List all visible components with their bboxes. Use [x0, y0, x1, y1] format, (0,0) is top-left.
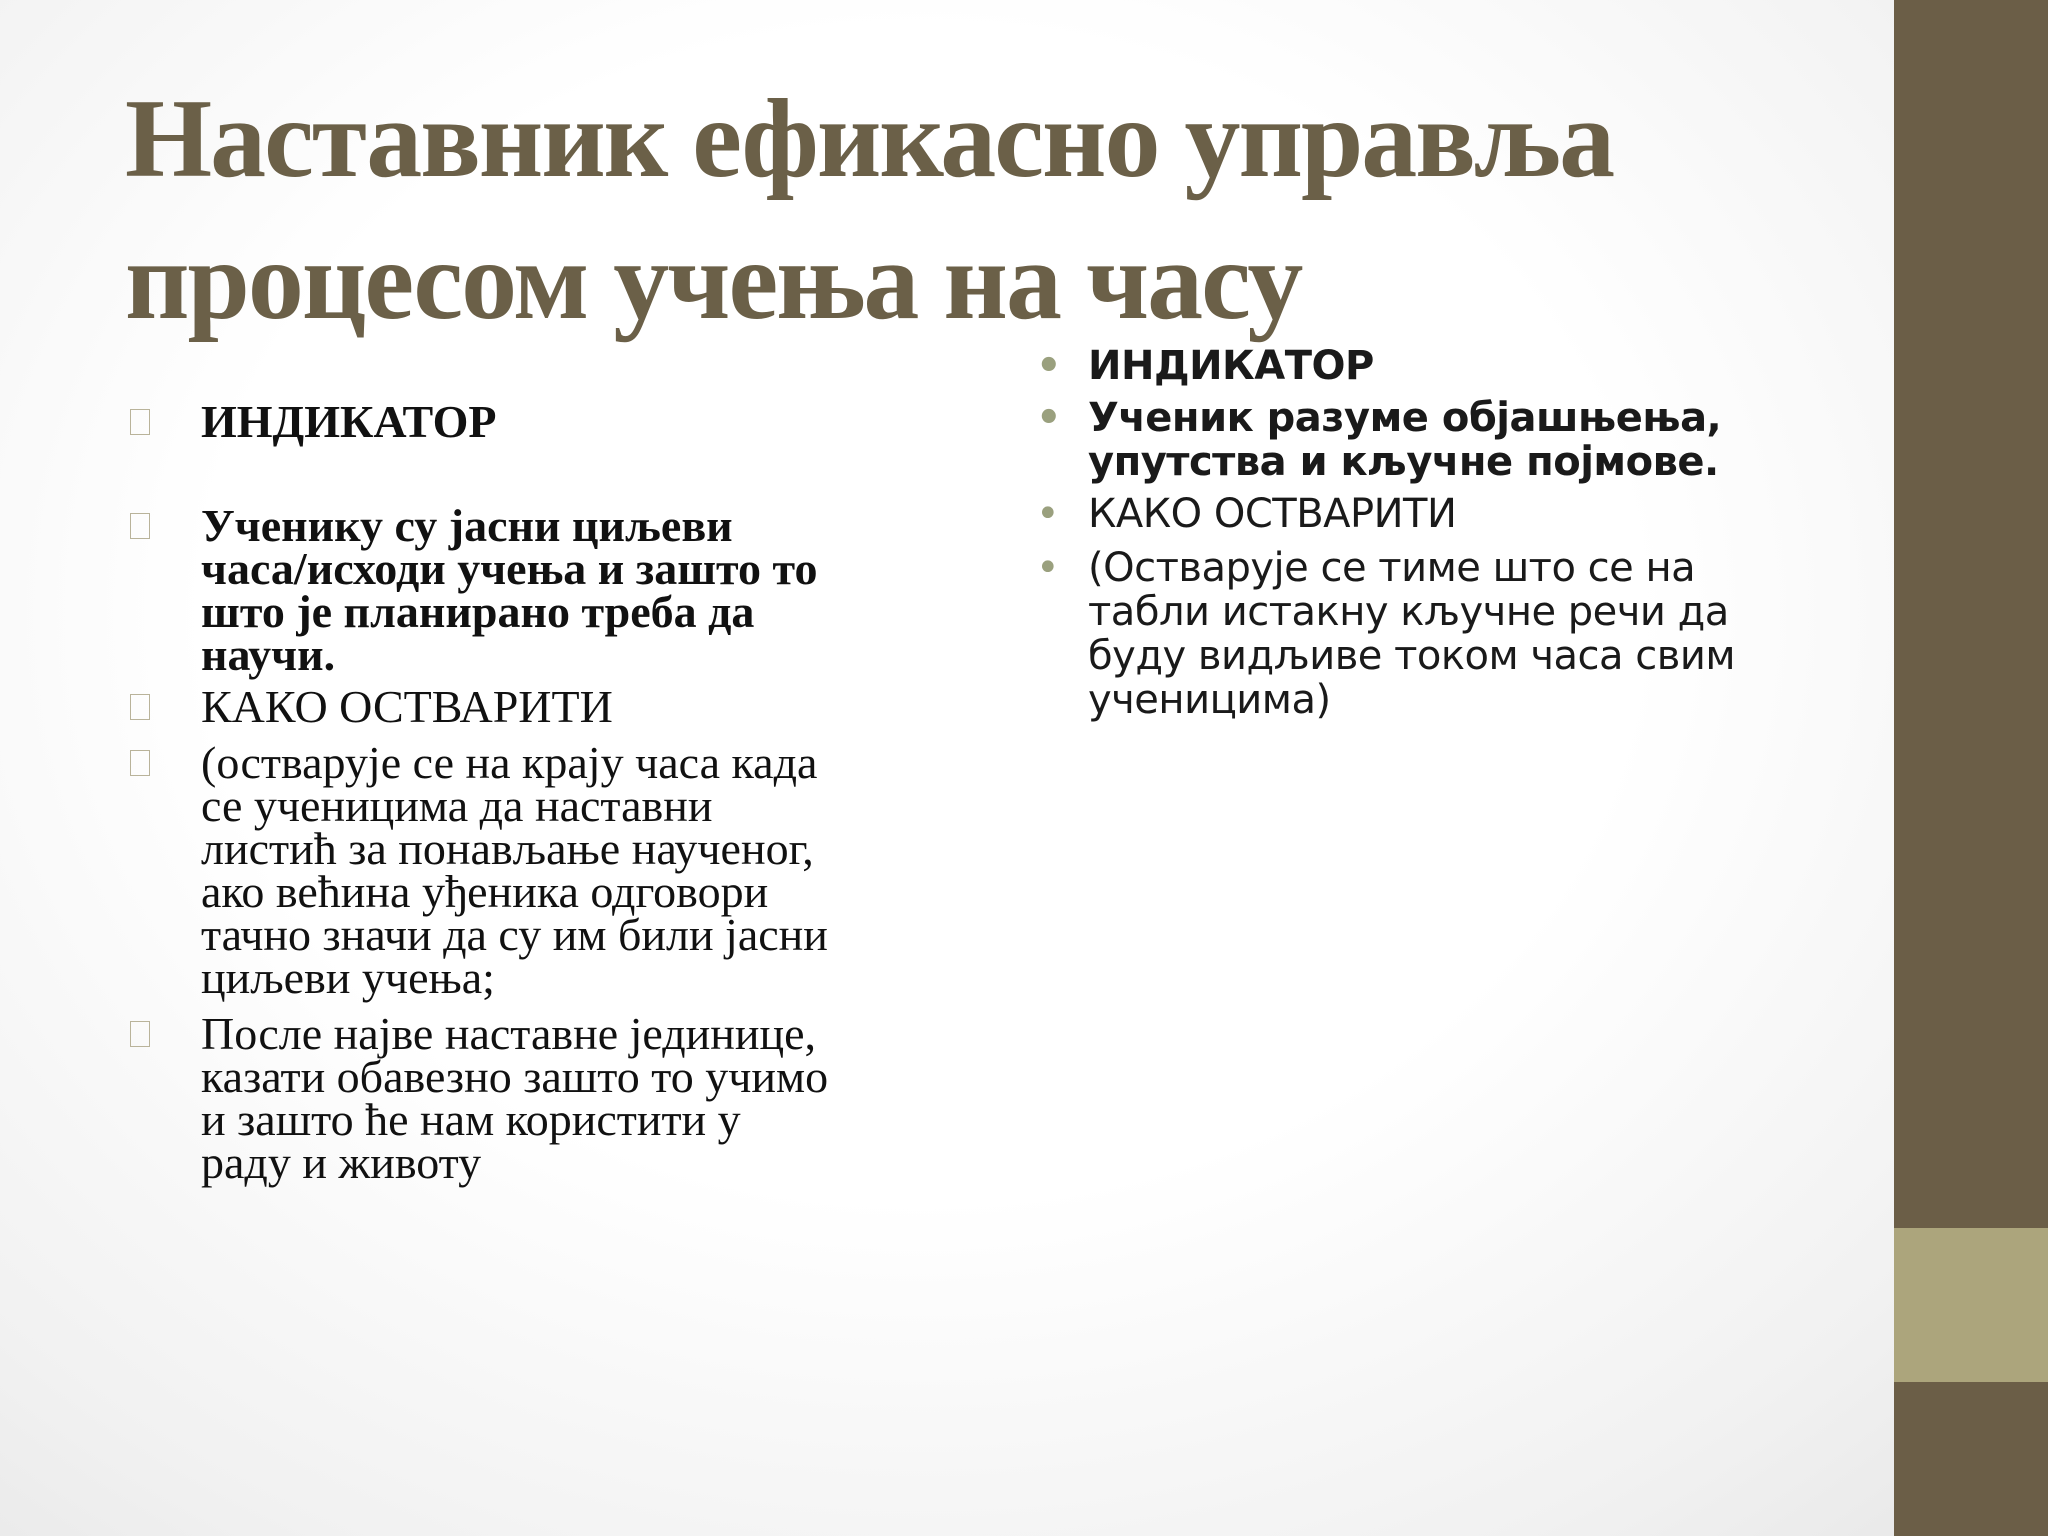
left-bullet-after — [128, 1008, 841, 1188]
right-bullet-explanation — [1036, 546, 1788, 722]
right-bullet-understands — [1036, 396, 1728, 484]
slide-title — [125, 68, 1825, 352]
dot-bullet-icon: • — [1036, 343, 1062, 389]
left-bullet-indicator — [128, 396, 821, 447]
left-column — [128, 396, 928, 1188]
title-line-2: процесом учења на часу — [125, 219, 1302, 343]
square-bullet-icon — [130, 750, 150, 776]
right-bullet-text: ИНДИКАТОР — [1088, 343, 1374, 389]
right-bullet-text: (Остварује се тиме што се на табли истакну кључне речи да буду видљиве током часа свим ученицима) — [1088, 545, 1735, 723]
right-column — [1036, 344, 1856, 722]
left-bullet-how — [128, 681, 821, 732]
left-bullet-text: ИНДИКАТОР — [201, 396, 497, 447]
left-bullet-text: После најве наставне јединице, казати обавезно зашто то учимо и зашто ће нам користити у раду и животу — [201, 1008, 829, 1188]
right-bullet-indicator — [1036, 344, 1856, 388]
left-bullet-text: КАКО ОСТВАРИТИ — [201, 681, 613, 732]
dot-bullet-icon: • — [1036, 395, 1062, 441]
left-bullet-explanation — [128, 737, 841, 1003]
right-bullet-text: КАКО ОСТВАРИТИ — [1088, 491, 1457, 537]
dot-bullet-icon: • — [1036, 545, 1060, 591]
square-bullet-icon — [130, 513, 150, 539]
square-bullet-icon — [130, 1021, 150, 1047]
right-bullet-how — [1036, 492, 1856, 536]
decorative-band-accent — [1894, 1228, 2048, 1382]
right-bullet-text: Ученик разуме објашњења, упутства и кључне појмове. — [1088, 395, 1722, 485]
title-line-1: Наставник ефикасно управља — [125, 77, 1614, 201]
dot-bullet-icon: • — [1036, 491, 1060, 537]
square-bullet-icon — [130, 694, 150, 720]
square-bullet-icon — [130, 409, 150, 435]
left-bullet-text: Ученику су јасни циљеви часа/исходи учења и зашто то што је планирано треба да научи. — [201, 500, 818, 680]
left-bullet-text: (остварује се на крају часа када се ученицима да наставни листић за понављање наученог, ако већина уђеника одговори тачно значи да су им били јасни циљеви учења; — [201, 737, 828, 1003]
left-bullet-goals — [128, 500, 821, 680]
